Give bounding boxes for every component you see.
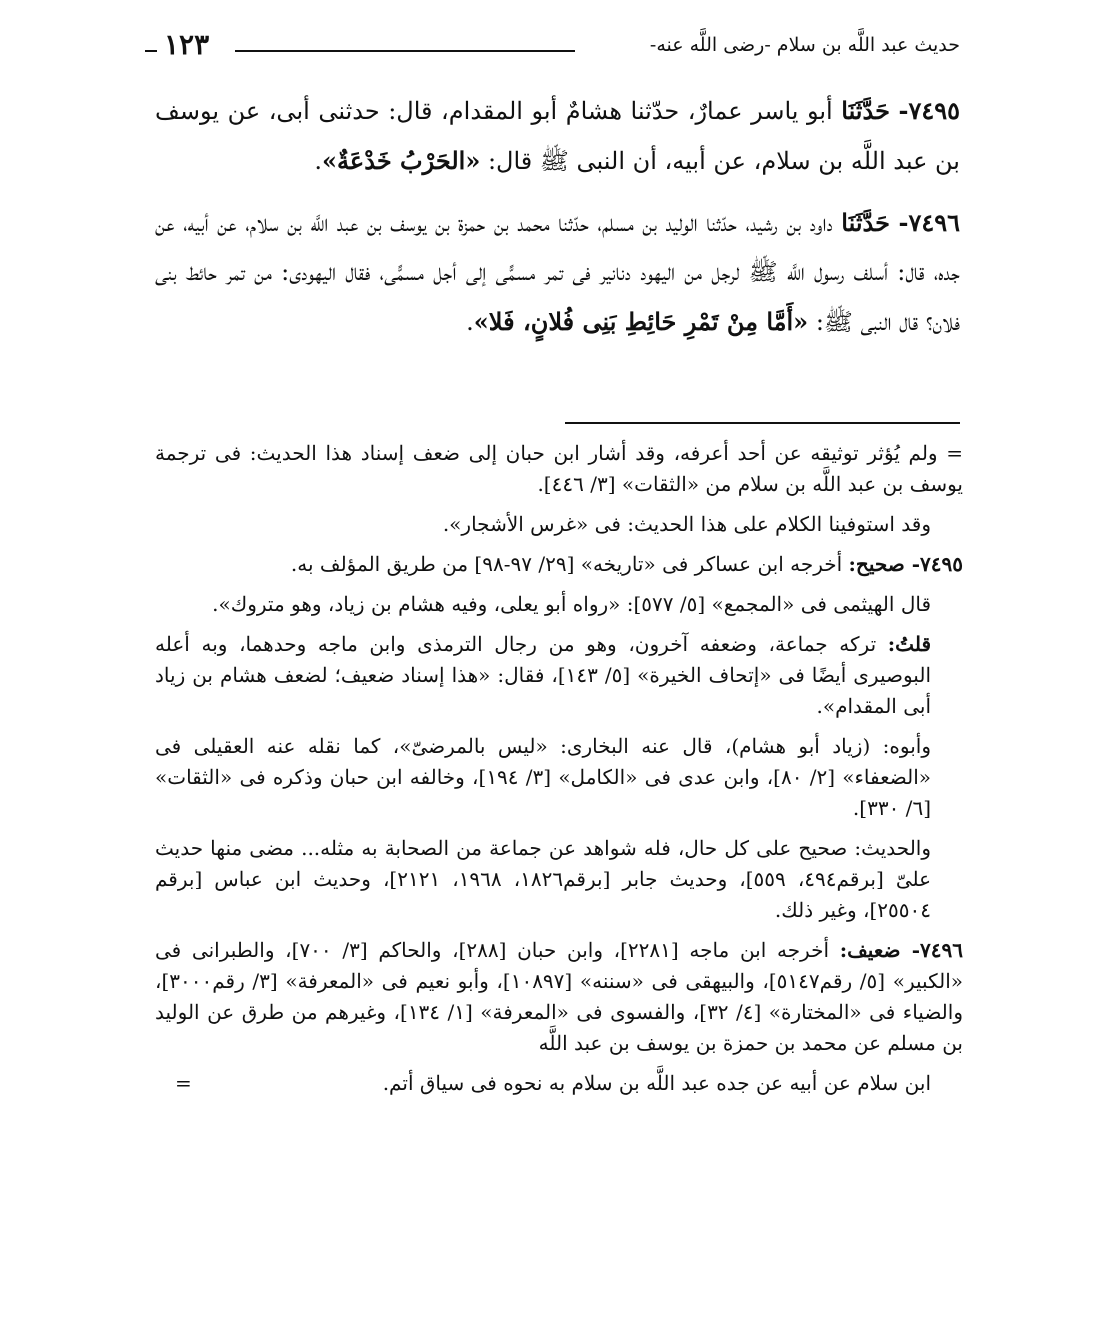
hadith-text bbox=[155, 86, 960, 359]
footnotes bbox=[155, 438, 963, 1108]
footnote-last-line bbox=[155, 1068, 963, 1099]
footnote-separator bbox=[565, 422, 960, 424]
hadith-quote: «الحَرْبُ خَدْعَةٌ» bbox=[322, 146, 481, 175]
footnote-text: ابن سلام عن أبيه عن جده عبد اللَّه بن سلام به نحوه فى سياق أتم. bbox=[382, 1071, 931, 1095]
footnote-paragraph: وقد استوفينا الكلام على هذا الحديث: فى «غرس الأشجار». bbox=[442, 512, 931, 536]
header-title: حديث عبد اللَّه بن سلام -رضى اللَّه عنه- bbox=[649, 34, 960, 56]
hadith-7495 bbox=[155, 86, 960, 186]
hadith-keyword: حَدَّثَنَا bbox=[841, 96, 890, 125]
footnote-paragraph: والحديث: صحيح على كل حال، فله شواهد عن جماعة من الصحابة به مثله... مضى منها حديث علىّ [برقم٤٩٤، ٥٥٩]، وحديث جابر [برقم١٨٢٦، ١٩٦٨، ٢١٢١]، وحديث ابن عباس [برقم ٢٥٥٠٤]، وغير ذلك. bbox=[155, 836, 932, 922]
footnote-7495 bbox=[155, 549, 963, 580]
footnote-text: أخرجه ابن عساكر فى «تاريخه» [٢٩/ ٩٧-٩٨] من طريق المؤلف به. bbox=[290, 552, 849, 576]
footnote-paragraph: = ولم يُؤثر توثيقه عن أحد أعرفه، وقد أشار ابن حبان إلى ضعف إسناد هذا الحديث: فى ترجمة يوسف بن عبد اللَّه بن سلام من «الثقات» [٣/ ٤٤٦]. bbox=[155, 441, 963, 496]
grading-label: ٧٤٩٥- صحيح: bbox=[848, 552, 963, 576]
hadith-number: ٧٤٩٥- bbox=[898, 96, 960, 125]
hadith-end: . bbox=[314, 147, 323, 175]
footnote-paragraph: وأبوه: (زياد أبو هشام)، قال عنه البخارى: «ليس بالمرضىّ»، كما نقله عنه العقيلى فى «الضعفاء» [٢/ ٨٠]، وابن عدى فى «الكامل» [٣/ ١٩٤]، وخالفه ابن حبان وذكره فى «الثقات» [٦/ ٣٣٠]. bbox=[155, 734, 931, 820]
footnote-paragraph bbox=[155, 629, 963, 722]
hadith-7496 bbox=[155, 198, 960, 347]
footnote-text: أخرجه ابن ماجه [٢٢٨١]، وابن حبان [٢٨٨]، والحاكم [٣/ ٧٠٠]، والطبرانى فى «الكبير» [٥/ رقم٥١٤٧]، والبيهقى فى «سننه» [١٠٨٩٧]، وأبو نعيم فى «المعرفة» [٣/ رقم٣٠٠٠]، والضياء فى «المختارة» [٤/ ٣٢]، والفسوى فى «المعرفة» [١/ ١٣٤]، وغيرهم من طرق عن الوليد بن مسلم عن محمد بن حمزة بن يوسف بن عبد اللَّه bbox=[155, 938, 964, 1055]
footnote-paragraph: قال الهيثمى فى «المجمع» [٥/ ٥٧٧]: «رواه أبو يعلى، وفيه هشام بن زياد، وهو متروك». bbox=[212, 592, 931, 616]
hadith-number: ٧٤٩٦- bbox=[898, 208, 960, 237]
hadith-end: . bbox=[466, 308, 474, 336]
page-number: ١٢٣ bbox=[164, 28, 210, 61]
header-rule-short bbox=[145, 50, 157, 52]
continuation-mark: = bbox=[175, 1071, 192, 1095]
grading-label: ٧٤٩٦- ضعيف: bbox=[839, 938, 964, 962]
header-rule bbox=[235, 50, 575, 52]
running-header bbox=[150, 30, 960, 66]
hadith-keyword: حَدَّثَنَا bbox=[841, 208, 890, 237]
note-label: قلتُ: bbox=[887, 632, 931, 656]
footnote-7496 bbox=[155, 935, 963, 1059]
hadith-quote: «أَمَّا مِنْ تَمْرِ حَائِطِ بَنِى فُلانٍ، فَلا» bbox=[473, 307, 809, 336]
hadith-body: داود بن رشيد، حدّثنا الوليد بن مسلم، حدّثنا محمد بن حمزة بن يوسف بن عبد اللَّه بن سلام، عن أبيه، عن جده، قال: أسلف رسول اللَّه ﷺ لرجل من اليهود دنانير فى تمر مسمًّى إلى أجل مسمًّى، فقال اليهودى: من تمر حائط بنى فلان؟ قال النبى ﷺ: bbox=[155, 209, 960, 336]
hadith-body: أبو ياسر عمارٌ، حدّثنا هشامٌ أبو المقدام، قال: حدثنى أبى، عن يوسف بن عبد اللَّه بن سلام، عن أبيه، أن النبى ﷺ قال: bbox=[155, 97, 960, 175]
footnote-text: تركه جماعة، وضعفه آخرون، وهو من رجال الترمذى وابن ماجه وحدهما، وبه أعله البوصيرى أيضًا فى «إتحاف الخيرة» [٥/ ١٤٣]، فقال: «هذا إسناد ضعيف؛ لضعف هشام بن زياد أبى المقدام». bbox=[155, 632, 931, 718]
